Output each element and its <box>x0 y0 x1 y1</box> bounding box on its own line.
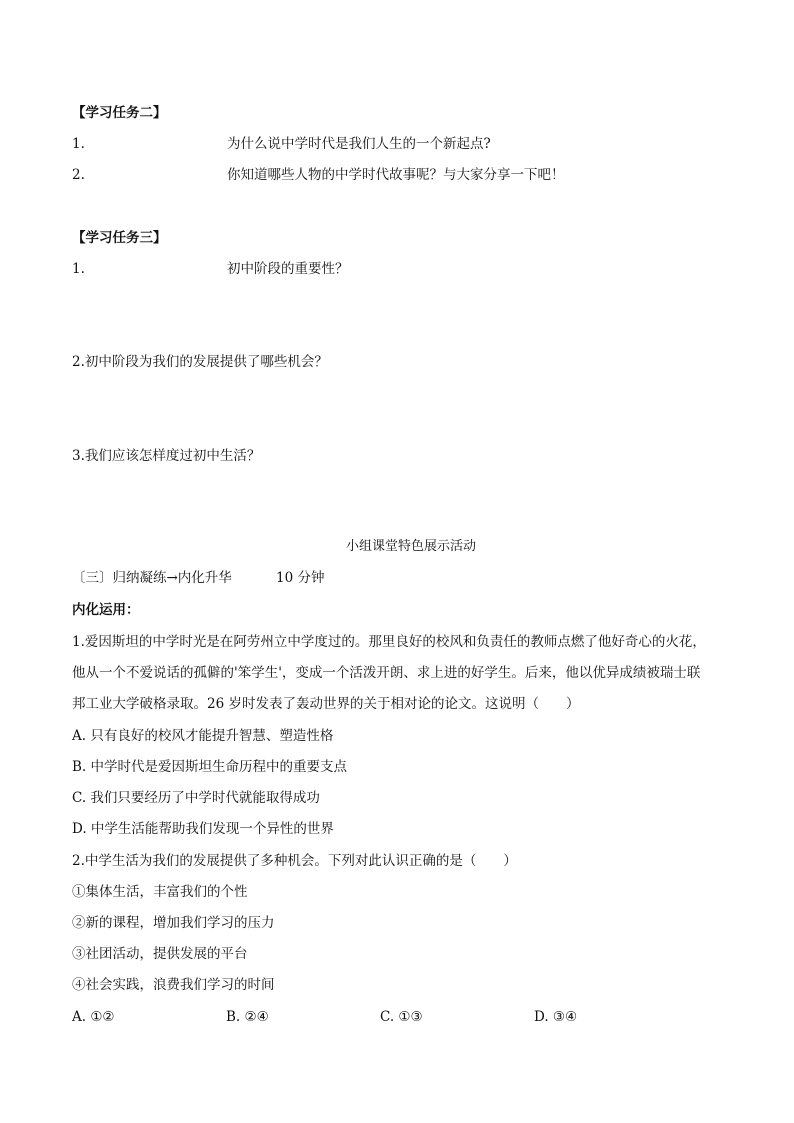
task3-heading: 【学习任务三】 <box>72 230 167 246</box>
activity-title-text: 小组课堂特色展示活动 <box>345 539 476 554</box>
q2-statement-2: ②新的课程，增加我们学习的压力 <box>72 915 275 931</box>
q2-choice-a: A. ①② <box>72 1009 115 1025</box>
q1-option-a: A. 只有良好的校风才能提升智慧、塑造性格 <box>72 728 334 744</box>
q1-stem-line3: 邦工业大学破格录取。26 岁时发表了轰动世界的关于相对论的论文。这说明（ ） <box>72 696 580 712</box>
task3-item2: 2.初中阶段为我们的发展提供了哪些机会？ <box>72 354 328 370</box>
apply-heading: 内化运用： <box>72 602 140 618</box>
q1-stem-line1: 1.爱因斯坦的中学时光是在阿劳州立中学度过的。那里良好的校风和负责任的教师点燃了他好奇心的火花， <box>72 634 706 650</box>
task2-item2-text: 你知道哪些人物的中学时代故事呢？与大家分享一下吧！ <box>227 167 565 183</box>
q1-option-d: D. 中学生活能帮助我们发现一个异性的世界 <box>72 821 334 837</box>
task3-item1-number: 1. <box>72 261 85 277</box>
task3-item3: 3.我们应该怎样度过初中生活？ <box>72 448 261 464</box>
task2-item1-number: 1. <box>72 136 85 152</box>
task2-heading: 【学习任务二】 <box>72 105 167 121</box>
section3-label: 〔三〕归纳凝练→内化升华 <box>72 570 232 586</box>
q1-option-c: C. 我们只要经历了中学时代就能取得成功 <box>72 790 320 806</box>
task2-item2-number: 2. <box>72 167 85 183</box>
activity-title <box>0 538 794 556</box>
q1-stem-line2: 他从一个不爱说话的孤僻的'笨学生'，变成一个活泼开朗、求上进的好学生。后来，他以优异成绩被瑞士联 <box>72 665 701 681</box>
task3-item1-text: 初中阶段的重要性？ <box>227 261 349 277</box>
q2-choice-c: C. ①③ <box>380 1009 423 1025</box>
q2-statement-3: ③社团活动，提供发展的平台 <box>72 946 248 962</box>
q2-statement-4: ④社会实践，浪费我们学习的时间 <box>72 977 275 993</box>
task2-item1-text: 为什么说中学时代是我们人生的一个新起点? <box>227 136 491 152</box>
q2-stem: 2.中学生活为我们的发展提供了多种机会。下列对此认识正确的是（ ） <box>72 853 517 869</box>
q2-choice-b: B. ②④ <box>226 1009 269 1025</box>
q2-statement-1: ①集体生活，丰富我们的个性 <box>72 884 248 900</box>
q2-choice-d: D. ③④ <box>534 1009 578 1025</box>
q1-option-b: B. 中学时代是爱因斯坦生命历程中的重要支点 <box>72 759 348 775</box>
section3-time: 10 分钟 <box>276 570 325 586</box>
